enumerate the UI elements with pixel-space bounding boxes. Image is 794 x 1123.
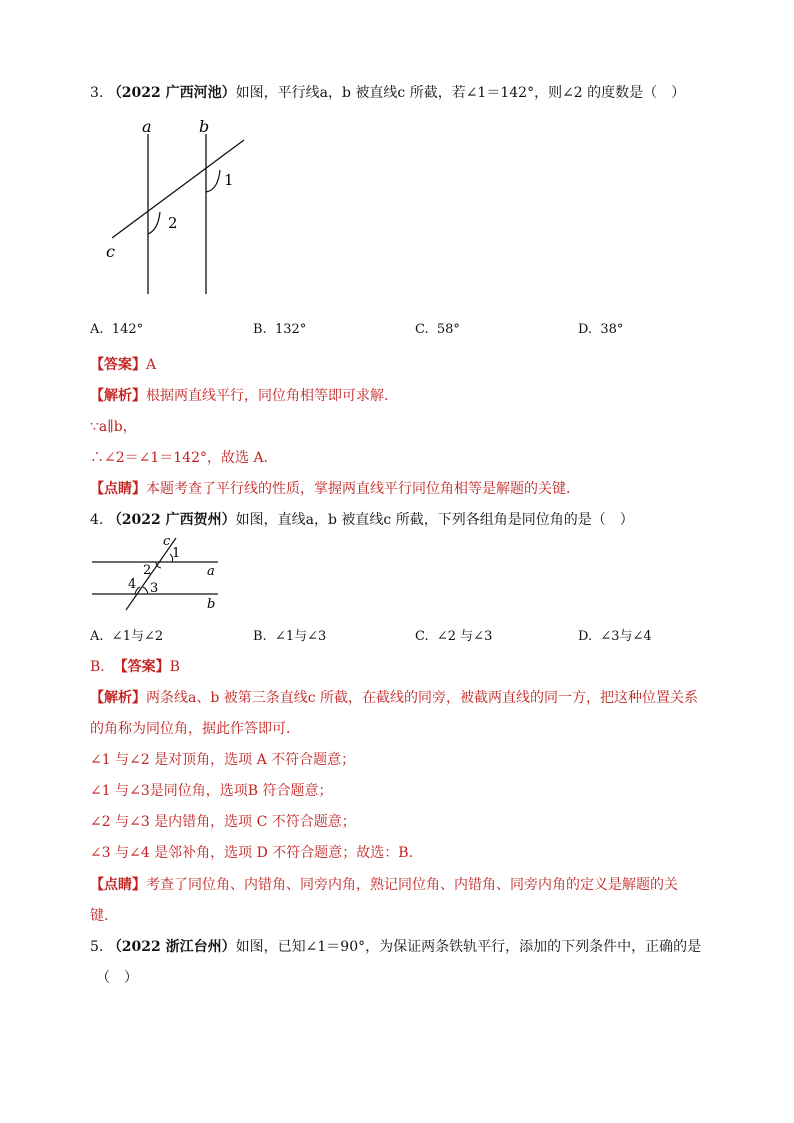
q3-step2: ∴∠2＝∠1＝142°，故选 A． (90, 450, 278, 466)
label-c: c (106, 242, 115, 261)
q3-option-d[interactable]: D. 38° (578, 322, 624, 337)
q3-option-b[interactable]: B. 132° (253, 322, 307, 337)
q3-figure (100, 112, 260, 302)
label-a: a (207, 564, 215, 579)
q4-stem-text: 如图，直线a，b 被直线c 所截，下列各组角是同位角的是（ ） (235, 512, 634, 528)
q4-option-b[interactable]: B. ∠1与∠3 (253, 629, 327, 644)
label-1: 1 (224, 171, 234, 189)
q4-stem (90, 509, 634, 529)
q4-analysis: 【解析】两条线a、b 被第三条直线c 所截，在截线的同旁，被截两直线的同一方，把这种位置关系 (90, 690, 699, 706)
label-4: 4 (128, 577, 137, 592)
label-a: a (142, 117, 152, 136)
q4-option-d[interactable]: D. ∠3与∠4 (578, 629, 652, 644)
q4-line-d: ∠3 与∠4 是邻补角，选项 D 不符合题意；故选：B． (90, 845, 423, 861)
label-1: 1 (172, 546, 181, 561)
angle-3-arc (143, 587, 148, 594)
q3-analysis: 【解析】根据两直线平行，同位角相等即可求解． (90, 388, 398, 404)
q4-comment-cont: 键． (90, 908, 118, 924)
q3-stem-text: 如图，平行线a，b 被直线c 所截，若∠1＝142°，则∠2 的度数是（ ） (235, 85, 686, 101)
label-3: 3 (150, 581, 159, 596)
q3-option-a[interactable]: A. 142° (90, 322, 144, 337)
q4-source: （2022 广西贺州） (107, 512, 236, 528)
q3-step1: ∵a∥b， (90, 419, 137, 435)
q4-answer: B. 【答案】B (90, 659, 180, 675)
line-c (112, 140, 244, 238)
q4-line-b: ∠1 与∠3是同位角，选项B 符合题意； (90, 783, 333, 799)
q4-option-a[interactable]: A. ∠1与∠2 (90, 629, 164, 644)
q4-analysis-cont: 的角称为同位角，据此作答即可． (90, 721, 300, 737)
q4-option-c[interactable]: C. ∠2 与∠3 (415, 629, 493, 644)
q4-number: 4. (90, 512, 104, 528)
q5-source: （2022 浙江台州） (107, 939, 236, 955)
q4-line-c: ∠2 与∠3 是内错角，选项 C 不符合题意； (90, 814, 356, 830)
label-2: 2 (168, 214, 178, 232)
q5-number: 5. (90, 939, 104, 955)
q3-stem (90, 82, 685, 102)
q3-source: （2022 广西河池） (107, 85, 236, 101)
angle-1-arc (206, 170, 220, 192)
q3-option-c[interactable]: C. 58° (415, 322, 460, 337)
q3-answer: 【答案】A (90, 357, 157, 373)
label-c: c (163, 534, 171, 549)
q4-figure (90, 534, 230, 614)
angle-2-arc (148, 212, 160, 234)
label-b: b (199, 117, 210, 136)
q3-number: 3. (90, 85, 104, 101)
q3-comment: 【点睛】本题考查了平行线的性质，掌握两直线平行同位角相等是解题的关键． (90, 481, 580, 497)
q5-paren: （ ） (96, 970, 138, 986)
q4-comment: 【点睛】考查了同位角、内错角、同旁内角，熟记同位角、内错角、同旁内角的定义是解题的关 (90, 877, 678, 893)
q4-line-a: ∠1 与∠2 是对顶角，选项 A 不符合题意； (90, 752, 356, 768)
q5-stem-text: 如图，已知∠1＝90°，为保证两条铁轨平行，添加的下列条件中，正确的是 (235, 939, 702, 955)
label-2: 2 (143, 563, 152, 578)
q5-stem (90, 936, 701, 956)
label-b: b (207, 597, 216, 612)
